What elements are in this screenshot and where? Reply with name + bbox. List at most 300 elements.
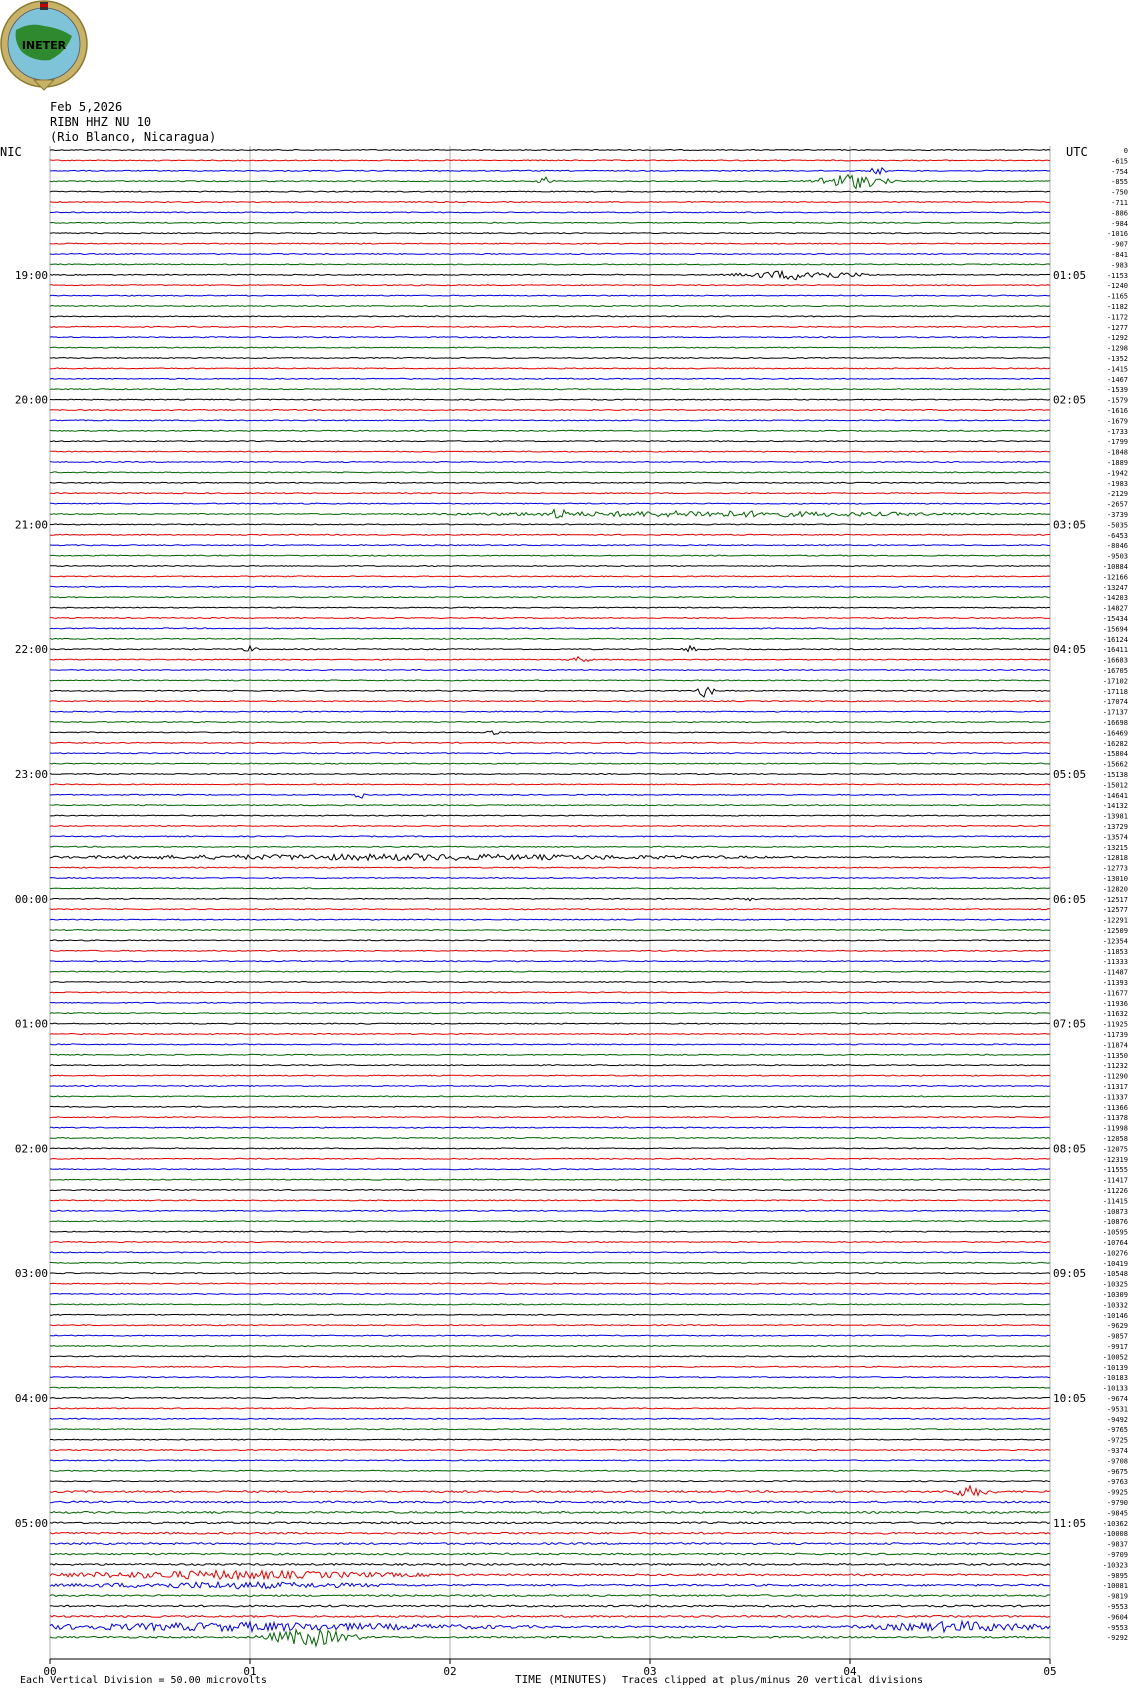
trace-row-63	[50, 805, 1050, 806]
trace-offset-label: -3739	[1106, 511, 1128, 519]
trace-row-33	[50, 493, 1050, 494]
trace-offset-label: -12577	[1102, 906, 1128, 915]
trace-row-74	[50, 919, 1050, 920]
trace-row-40	[50, 566, 1050, 567]
trace-row-16	[50, 316, 1050, 317]
left-hour-label: 23:00	[14, 768, 48, 781]
trace-row-4	[50, 191, 1050, 192]
trace-row-47	[50, 638, 1050, 639]
trace-offset-label: -11925	[1102, 1020, 1128, 1029]
trace-row-88	[50, 1065, 1050, 1066]
trace-row-103	[50, 1221, 1050, 1222]
right-hour-label: 03:05	[1053, 518, 1087, 532]
trace-row-87	[50, 1054, 1050, 1055]
trace-row-1	[50, 160, 1050, 161]
trace-row-90	[50, 1086, 1050, 1087]
trace-row-94	[50, 1127, 1050, 1128]
trace-offset-label: -13574	[1102, 833, 1128, 842]
trace-offset-label: -11874	[1102, 1041, 1128, 1050]
trace-row-67	[50, 846, 1050, 847]
left-hour-label: 19:00	[14, 268, 48, 282]
trace-row-64	[50, 815, 1050, 816]
trace-offset-label: -907	[1111, 240, 1128, 249]
trace-offset-label: -6453	[1106, 531, 1128, 540]
trace-row-80	[50, 982, 1050, 983]
trace-offset-label: -1292	[1106, 334, 1128, 343]
trace-offset-label: -750	[1111, 188, 1128, 197]
trace-row-127	[50, 1470, 1050, 1471]
trace-row-42	[50, 586, 1050, 587]
trace-offset-label: -1889	[1106, 459, 1128, 467]
trace-offset-label: -12166	[1102, 573, 1128, 582]
right-hour-label: 09:05	[1053, 1267, 1087, 1281]
trace-row-141	[50, 1616, 1050, 1618]
trace-row-21	[50, 368, 1050, 369]
trace-offset-label: -13981	[1102, 812, 1128, 821]
x-tick-label: 00	[43, 1665, 57, 1678]
trace-row-101	[50, 1200, 1050, 1201]
left-hour-label: 02:00	[14, 1142, 48, 1156]
trace-row-113	[50, 1325, 1050, 1326]
trace-row-48	[50, 646, 1050, 652]
trace-offset-label: -5035	[1106, 521, 1128, 530]
trace-offset-label: -886	[1111, 209, 1128, 218]
trace-row-23	[50, 389, 1050, 390]
trace-row-70	[50, 878, 1050, 879]
logo-text: INETER	[21, 39, 67, 52]
trace-row-11	[50, 264, 1050, 265]
right-hour-label: 08:05	[1053, 1142, 1087, 1156]
trace-offset-label: -11393	[1102, 979, 1128, 987]
right-hour-label: 04:05	[1053, 643, 1087, 657]
trace-offset-label: -12517	[1102, 895, 1128, 904]
trace-offset-label: -9629	[1106, 1322, 1128, 1331]
trace-row-95	[50, 1138, 1050, 1139]
trace-row-135	[50, 1553, 1050, 1555]
scale-note: Each Vertical Division = 50.00 microvolts	[20, 1675, 267, 1686]
trace-row-45	[50, 618, 1050, 619]
trace-row-128	[50, 1481, 1050, 1482]
trace-row-30	[50, 462, 1050, 463]
trace-row-43	[50, 597, 1050, 598]
trace-row-119	[50, 1387, 1050, 1388]
trace-row-102	[50, 1210, 1050, 1211]
trace-offset-label: -9857	[1106, 1332, 1128, 1341]
trace-offset-label: -11232	[1102, 1062, 1128, 1071]
trace-row-104	[50, 1231, 1050, 1232]
trace-offset-label: -11739	[1102, 1031, 1128, 1039]
trace-offset-label: -9790	[1106, 1499, 1128, 1507]
trace-row-100	[50, 1190, 1050, 1191]
trace-labels	[15, 147, 1128, 1642]
trace-offset-label: -11632	[1102, 1010, 1128, 1019]
x-tick-label: 01	[243, 1665, 257, 1678]
trace-offset-label: -17118	[1102, 687, 1128, 696]
trace-offset-label: -1733	[1106, 427, 1128, 436]
trace-offset-label: -9725	[1106, 1436, 1128, 1445]
trace-offset-label: -1182	[1106, 303, 1128, 311]
trace-row-17	[50, 326, 1050, 327]
trace-offset-label: -9709	[1106, 1551, 1128, 1559]
trace-offset-label: -1165	[1106, 292, 1128, 301]
trace-row-115	[50, 1346, 1050, 1347]
trace-row-111	[50, 1304, 1050, 1305]
trace-offset-label: -841	[1111, 251, 1128, 259]
trace-offset-label: -11333	[1102, 958, 1128, 967]
trace-offset-label: -10052	[1102, 1353, 1128, 1362]
date-label: Feb 5,2026	[50, 100, 123, 114]
trace-offset-label: -11350	[1102, 1051, 1128, 1060]
trace-row-19	[50, 347, 1050, 348]
trace-offset-label: -9674	[1106, 1395, 1128, 1403]
right-hour-label: 07:05	[1053, 1017, 1087, 1031]
trace-offset-label: -1616	[1106, 407, 1128, 415]
trace-offset-label: -12291	[1102, 916, 1128, 925]
trace-row-114	[50, 1335, 1050, 1336]
trace-offset-label: -11415	[1102, 1197, 1128, 1206]
trace-offset-label: -15434	[1102, 615, 1128, 623]
trace-row-27	[50, 430, 1050, 431]
trace-offset-label: -15662	[1102, 760, 1128, 769]
left-hour-label: 01:00	[14, 1017, 48, 1031]
trace-offset-label: -9553	[1106, 1623, 1128, 1632]
trace-row-89	[50, 1075, 1050, 1076]
trace-row-3	[50, 175, 1050, 189]
trace-offset-label: -15694	[1102, 625, 1128, 634]
right-hour-label: 06:05	[1053, 892, 1087, 906]
trace-row-28	[50, 441, 1050, 442]
trace-offset-label: -16411	[1102, 646, 1128, 655]
trace-row-122	[50, 1418, 1050, 1419]
trace-offset-label: -16282	[1102, 739, 1128, 748]
trace-offset-label: -711	[1111, 199, 1128, 207]
trace-row-124	[50, 1439, 1050, 1440]
trace-row-132	[50, 1522, 1050, 1524]
clip-note: Traces clipped at plus/minus 20 vertical divisions	[622, 1675, 924, 1686]
trace-row-140	[50, 1605, 1050, 1607]
trace-row-121	[50, 1408, 1050, 1409]
trace-row-68	[50, 854, 1050, 861]
trace-offset-label: -1277	[1106, 323, 1128, 332]
trace-row-86	[50, 1044, 1050, 1045]
trace-offset-label: -1298	[1106, 344, 1128, 353]
trace-row-14	[50, 295, 1050, 296]
trace-row-134	[50, 1543, 1050, 1545]
trace-offset-label: -984	[1111, 219, 1128, 228]
trace-offset-label: -1848	[1106, 448, 1128, 457]
trace-offset-label: -9925	[1106, 1488, 1128, 1497]
trace-offset-label: -1467	[1106, 375, 1128, 384]
trace-row-51	[50, 680, 1050, 681]
trace-row-49	[50, 657, 1050, 662]
trace-offset-label: -855	[1111, 178, 1128, 187]
trace-row-96	[50, 1148, 1050, 1149]
trace-row-50	[50, 670, 1050, 671]
trace-row-109	[50, 1283, 1050, 1284]
trace-offset-label: -1415	[1106, 365, 1128, 374]
trace-offset-label: -10081	[1102, 1582, 1128, 1591]
trace-row-137	[50, 1570, 1050, 1579]
trace-offset-label: -12820	[1102, 885, 1128, 894]
trace-row-9	[50, 243, 1050, 244]
trace-offset-label: -11853	[1102, 947, 1128, 956]
trace-offset-label: -615	[1111, 157, 1128, 166]
trace-row-143	[50, 1630, 1050, 1646]
trace-row-83	[50, 1013, 1050, 1014]
trace-row-142	[50, 1621, 1050, 1632]
trace-row-69	[50, 867, 1050, 868]
trace-row-10	[50, 254, 1050, 255]
trace-row-129	[50, 1486, 1050, 1496]
trace-row-31	[50, 472, 1050, 473]
trace-row-91	[50, 1096, 1050, 1097]
trace-offset-label: -14827	[1102, 604, 1128, 613]
trace-row-46	[50, 628, 1050, 629]
trace-row-77	[50, 950, 1050, 951]
trace-offset-label: -11936	[1102, 999, 1128, 1008]
trace-offset-label: -11998	[1102, 1124, 1128, 1133]
trace-offset-label: -754	[1111, 167, 1128, 176]
trace-row-39	[50, 555, 1050, 556]
trace-row-57	[50, 742, 1050, 743]
trace-row-72	[50, 898, 1050, 900]
trace-offset-label: -10764	[1102, 1239, 1128, 1247]
ineter-logo	[1, 1, 87, 90]
left-timezone-label: NIC	[0, 145, 22, 159]
trace-row-97	[50, 1158, 1050, 1159]
trace-row-78	[50, 961, 1050, 962]
trace-offset-label: -10548	[1102, 1270, 1128, 1279]
trace-offset-label: -8046	[1106, 542, 1128, 551]
trace-row-93	[50, 1117, 1050, 1118]
trace-row-29	[50, 451, 1050, 452]
trace-offset-label: -9604	[1106, 1613, 1128, 1622]
trace-row-44	[50, 607, 1050, 608]
trace-row-0	[50, 150, 1050, 151]
trace-row-138	[50, 1582, 1050, 1589]
trace-offset-label: -10133	[1102, 1384, 1128, 1393]
trace-offset-label: -1539	[1106, 386, 1128, 395]
trace-row-60	[50, 774, 1050, 775]
left-hour-label: 22:00	[14, 643, 48, 657]
trace-row-92	[50, 1106, 1050, 1107]
trace-row-131	[50, 1512, 1050, 1514]
trace-offset-label: -15138	[1102, 771, 1128, 779]
trace-offset-label: -2657	[1106, 500, 1128, 509]
trace-row-35	[50, 510, 1050, 518]
trace-offset-label: -10139	[1102, 1363, 1128, 1372]
trace-row-71	[50, 888, 1050, 889]
trace-row-108	[50, 1273, 1050, 1274]
trace-row-59	[50, 763, 1050, 764]
trace-offset-label: -10146	[1102, 1311, 1128, 1320]
trace-offset-label: -9763	[1106, 1478, 1128, 1487]
location-label: (Rio Blanco, Nicaragua)	[50, 130, 217, 144]
left-hour-label: 21:00	[14, 518, 48, 532]
trace-offset-label: -12058	[1102, 1135, 1128, 1143]
trace-offset-label: -16698	[1102, 719, 1128, 727]
trace-offset-label: -11487	[1102, 968, 1128, 977]
x-tick-label: 05	[1043, 1665, 1057, 1678]
trace-row-120	[50, 1398, 1050, 1399]
trace-row-76	[50, 940, 1050, 941]
trace-row-52	[50, 687, 1050, 697]
trace-offset-label: -10419	[1102, 1259, 1128, 1268]
trace-offset-label: -15012	[1102, 781, 1128, 790]
trace-offset-label: -1679	[1106, 417, 1128, 426]
x-tick-label: 02	[443, 1665, 457, 1678]
trace-offset-label: -13729	[1102, 823, 1128, 831]
trace-row-53	[50, 701, 1050, 702]
trace-offset-label: -11417	[1102, 1176, 1128, 1185]
trace-row-81	[50, 992, 1050, 993]
trace-offset-label: -15804	[1102, 750, 1128, 759]
trace-offset-label: -1579	[1106, 396, 1128, 405]
trace-row-7	[50, 222, 1050, 223]
trace-row-65	[50, 826, 1050, 827]
trace-row-13	[50, 285, 1050, 286]
trace-offset-label: -16469	[1102, 729, 1128, 738]
station-label: RIBN HHZ NU 10	[50, 115, 152, 129]
trace-offset-label: -9531	[1106, 1405, 1128, 1414]
right-hour-label: 01:05	[1053, 268, 1087, 282]
trace-offset-label: -9819	[1106, 1592, 1128, 1601]
trace-offset-label: -11290	[1102, 1072, 1128, 1081]
trace-row-123	[50, 1429, 1050, 1430]
trace-offset-label: -17102	[1102, 677, 1128, 686]
trace-row-112	[50, 1314, 1050, 1315]
trace-offset-label: -16683	[1102, 656, 1128, 665]
trace-row-41	[50, 576, 1050, 577]
trace-offset-label: -16124	[1102, 635, 1128, 644]
left-hour-label: 00:00	[14, 892, 48, 906]
trace-row-58	[50, 753, 1050, 754]
trace-row-37	[50, 534, 1050, 535]
left-hour-label: 20:00	[14, 393, 48, 407]
trace-offset-label: -9675	[1106, 1467, 1128, 1476]
trace-row-24	[50, 399, 1050, 400]
trace-offset-label: -10876	[1102, 1218, 1128, 1227]
trace-row-18	[50, 337, 1050, 338]
trace-row-66	[50, 836, 1050, 837]
trace-offset-label: -983	[1111, 261, 1128, 270]
trace-row-56	[50, 731, 1050, 735]
trace-row-25	[50, 410, 1050, 411]
trace-row-85	[50, 1034, 1050, 1035]
left-hour-label: 05:00	[14, 1516, 48, 1530]
trace-row-12	[50, 271, 1050, 279]
right-timezone-label: UTC	[1066, 145, 1088, 159]
trace-offset-label: 0	[1123, 147, 1128, 155]
trace-offset-label: -10595	[1102, 1228, 1128, 1237]
trace-row-105	[50, 1242, 1050, 1243]
right-hour-label: 05:05	[1053, 768, 1087, 781]
trace-offset-label: -9553	[1106, 1603, 1128, 1611]
trace-offset-label: -10309	[1102, 1291, 1128, 1299]
right-hour-label: 02:05	[1053, 393, 1087, 407]
trace-offset-label: -11378	[1102, 1114, 1128, 1123]
trace-row-118	[50, 1377, 1050, 1378]
trace-offset-label: -9895	[1106, 1571, 1128, 1580]
trace-offset-label: -13247	[1102, 583, 1128, 592]
trace-row-136	[50, 1564, 1050, 1566]
trace-row-75	[50, 930, 1050, 931]
trace-offset-label: -10873	[1102, 1207, 1128, 1216]
trace-offset-label: -14132	[1102, 802, 1128, 811]
right-hour-label: 10:05	[1053, 1392, 1087, 1405]
left-hour-label: 03:00	[14, 1267, 48, 1281]
trace-row-73	[50, 909, 1050, 910]
right-hour-label: 11:05	[1053, 1516, 1087, 1530]
trace-offset-label: -16705	[1102, 667, 1128, 675]
trace-row-8	[50, 233, 1050, 234]
trace-offset-label: -1942	[1106, 469, 1128, 478]
trace-offset-label: -13010	[1102, 875, 1128, 883]
trace-row-22	[50, 378, 1050, 379]
trace-row-82	[50, 1002, 1050, 1003]
trace-offset-label: -9837	[1106, 1540, 1128, 1549]
trace-row-15	[50, 306, 1050, 307]
time-gridlines	[50, 146, 1050, 1659]
trace-row-62	[50, 794, 1050, 798]
trace-offset-label: -1172	[1106, 313, 1128, 322]
trace-row-55	[50, 722, 1050, 723]
trace-row-139	[50, 1595, 1050, 1597]
trace-row-6	[50, 212, 1050, 213]
trace-row-5	[50, 202, 1050, 203]
trace-offset-label: -9917	[1106, 1343, 1128, 1351]
trace-offset-label: -11226	[1102, 1187, 1128, 1195]
trace-offset-label: -9503	[1106, 552, 1128, 561]
trace-row-2	[50, 168, 1050, 174]
trace-row-38	[50, 545, 1050, 546]
x-tick-label: 04	[843, 1665, 857, 1678]
trace-offset-label: -13215	[1102, 843, 1128, 852]
trace-offset-label: -11677	[1102, 989, 1128, 998]
trace-row-107	[50, 1262, 1050, 1263]
trace-offset-label: -1016	[1106, 230, 1128, 239]
trace-offset-label: -14641	[1102, 791, 1128, 800]
trace-row-106	[50, 1252, 1050, 1253]
trace-offset-label: -12319	[1102, 1155, 1128, 1164]
trace-offset-label: -11555	[1102, 1166, 1128, 1175]
trace-offset-label: -10008	[1102, 1530, 1128, 1539]
trace-row-79	[50, 971, 1050, 972]
trace-offset-label: -10325	[1102, 1280, 1128, 1289]
trace-row-84	[50, 1023, 1050, 1024]
trace-offset-label: -1153	[1106, 271, 1128, 280]
trace-row-32	[50, 482, 1050, 483]
trace-offset-label: -10884	[1102, 563, 1128, 571]
trace-offset-label: -10323	[1102, 1561, 1128, 1570]
trace-offset-label: -1983	[1106, 479, 1128, 488]
trace-offset-label: -12354	[1102, 937, 1128, 946]
trace-offset-label: -11337	[1102, 1093, 1128, 1102]
trace-offset-label: -11317	[1102, 1083, 1128, 1091]
trace-offset-label: -10332	[1102, 1301, 1128, 1310]
trace-offset-label: -1240	[1106, 282, 1128, 291]
trace-offset-label: -2129	[1106, 490, 1128, 499]
x-axis-title: TIME (MINUTES)	[515, 1673, 608, 1686]
trace-offset-label: -12773	[1102, 864, 1128, 873]
trace-row-61	[50, 784, 1050, 785]
trace-row-126	[50, 1460, 1050, 1461]
trace-row-54	[50, 711, 1050, 712]
trace-offset-label: -17137	[1102, 708, 1128, 717]
trace-offset-label: -12818	[1102, 854, 1128, 863]
trace-row-98	[50, 1169, 1050, 1170]
trace-offset-label: -9765	[1106, 1426, 1128, 1435]
